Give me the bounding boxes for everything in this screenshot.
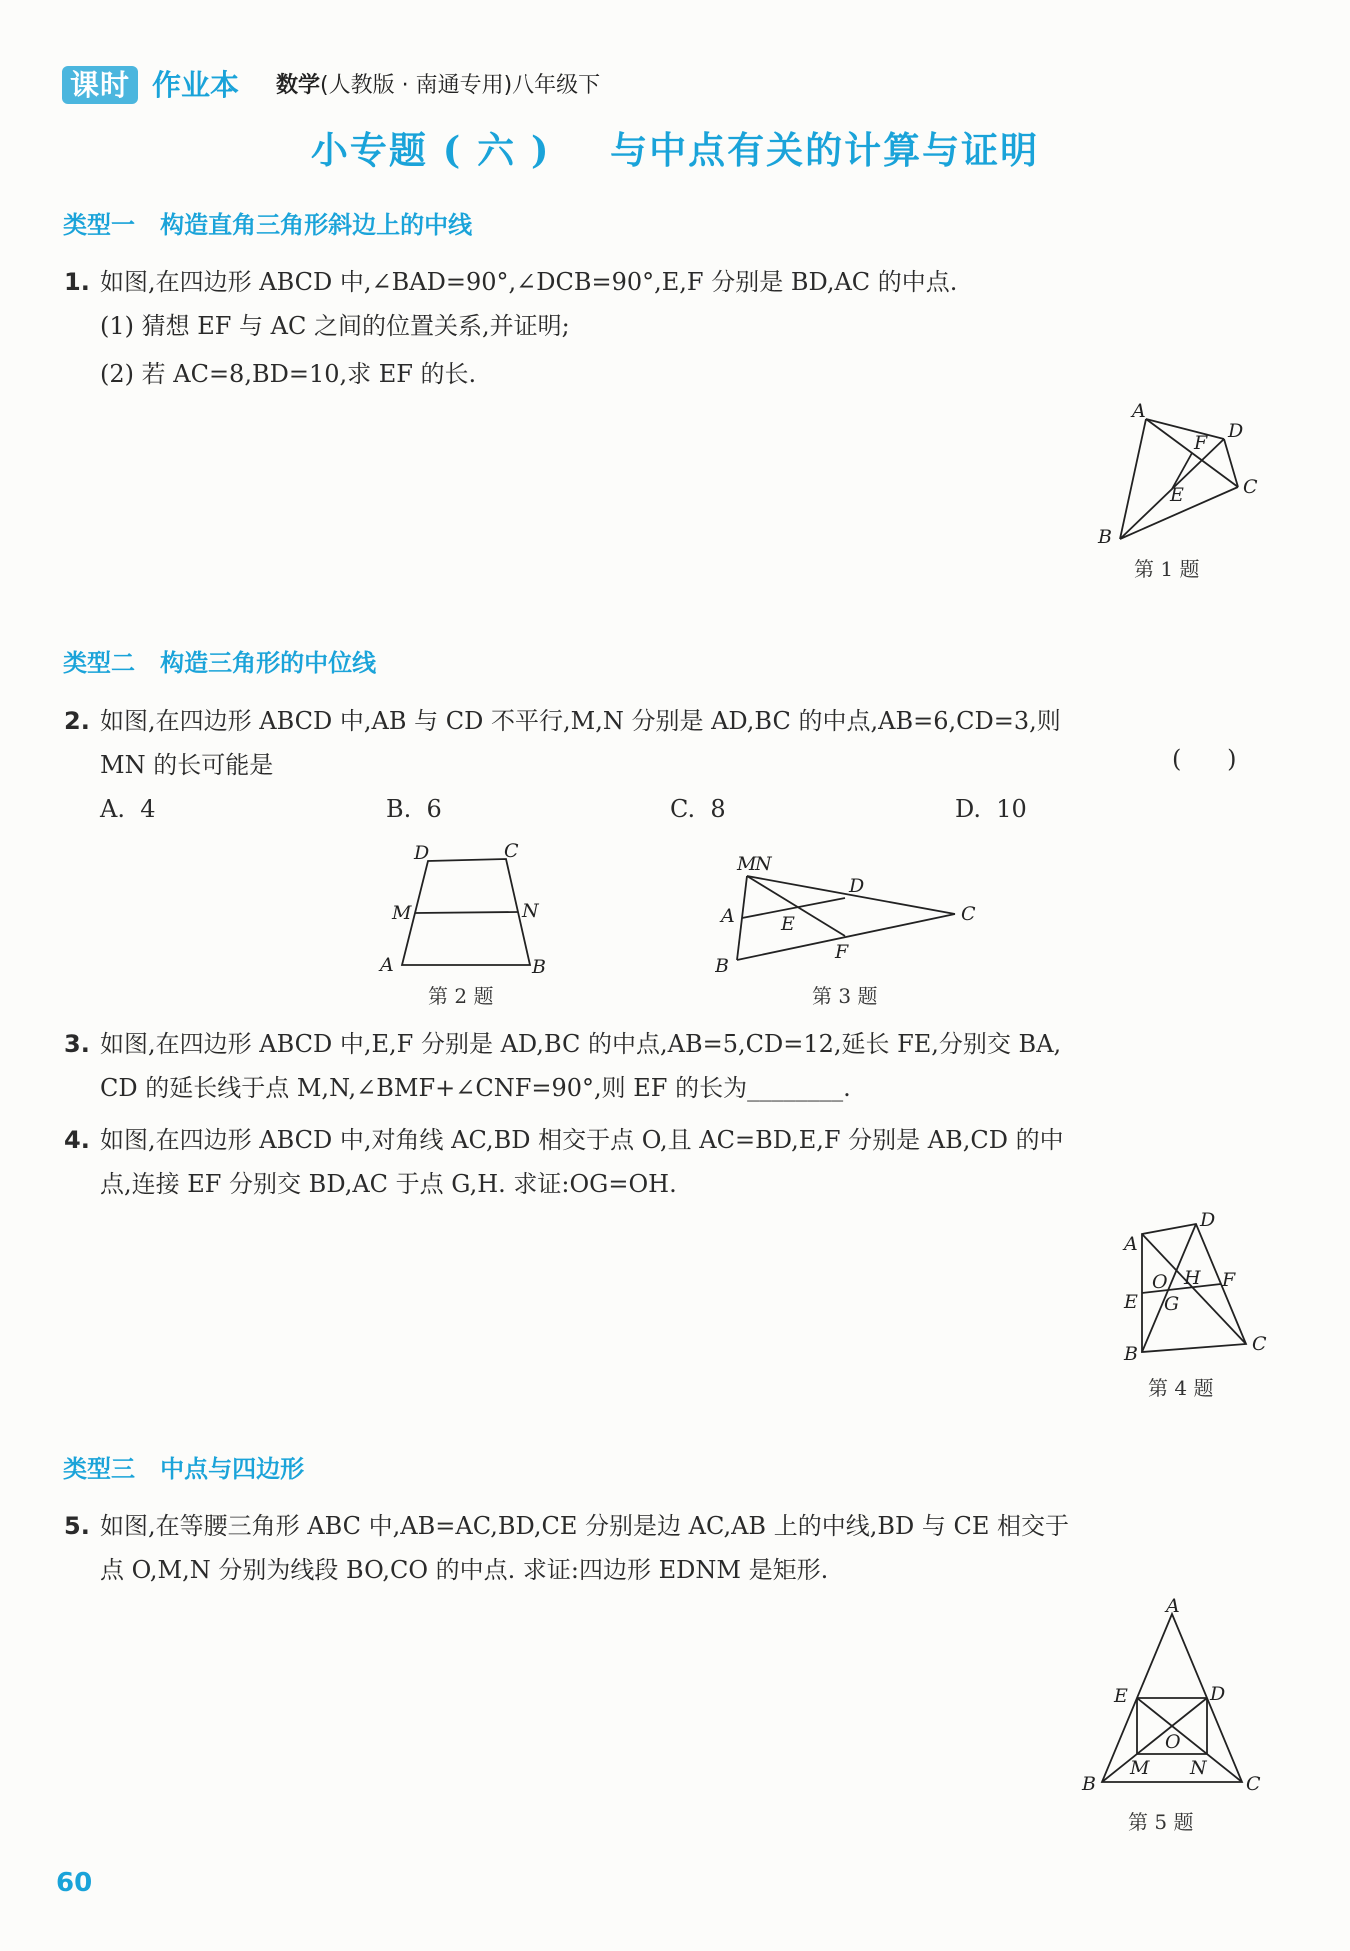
q3-label-d: D — [849, 875, 865, 897]
q2-label-n: N — [522, 900, 539, 922]
q2-caption: 第 2 题 — [428, 984, 494, 1008]
q5-label-n: N — [1190, 1757, 1207, 1779]
q1-label-f: F — [1194, 432, 1208, 454]
q5-stem-text1: 如图,在等腰三角形 ABC 中,AB=AC,BD,CE 分别是边 AC,AB 上的中线,BD 与 CE 相交于 — [100, 1512, 1069, 1540]
q2-label-b: B — [532, 956, 546, 978]
q5-label-o: O — [1165, 1731, 1181, 1753]
q3-figure — [715, 850, 985, 980]
q4-label-h: H — [1184, 1267, 1201, 1289]
q5-label-c: C — [1246, 1773, 1261, 1795]
q4-label-o: O — [1152, 1271, 1168, 1293]
q2-label-a: A — [380, 954, 394, 976]
q3-stem-line1 — [64, 1020, 1061, 1068]
q5-label-d: D — [1210, 1683, 1226, 1705]
q4-label-d: D — [1200, 1210, 1216, 1231]
subject-detail: (人教版 · 南通专用)八年级下 — [320, 73, 601, 98]
q5-label-a: A — [1166, 1596, 1180, 1617]
q1-stem — [64, 258, 957, 306]
page-number: 60 — [56, 1868, 93, 1898]
subject-line — [276, 70, 600, 102]
q3-stem-line2: CD 的延长线于点 M,N,∠BMF+∠CNF=90°,则 EF 的长为________. — [100, 1074, 851, 1102]
q2-choice-c: C. 8 — [670, 795, 726, 823]
q2-choice-d: D. 10 — [955, 795, 1027, 823]
q4-label-c: C — [1252, 1333, 1267, 1355]
q3-label-a: A — [721, 905, 735, 927]
q3-label-n: N — [755, 853, 772, 875]
q5-number: 5. — [64, 1512, 90, 1540]
q2-choice-a: A. 4 — [100, 795, 156, 823]
q1-label-b: B — [1098, 526, 1112, 548]
q3-label-c: C — [961, 903, 976, 925]
page-title: 小专题 ( 六 ) 与中点有关的计算与证明 — [310, 128, 1040, 172]
q5-figure — [1080, 1596, 1270, 1796]
q3-label-e: E — [781, 913, 795, 935]
q5-stem-line2: 点 O,M,N 分别为线段 BO,CO 的中点. 求证:四边形 EDNM 是矩形. — [100, 1556, 829, 1584]
q1-caption: 第 1 题 — [1134, 557, 1200, 581]
q2-label-m: M — [392, 902, 412, 924]
section-type1-heading: 类型一 构造直角三角形斜边上的中线 — [63, 211, 473, 239]
q5-label-e: E — [1114, 1685, 1128, 1707]
q2-stem-text1: 如图,在四边形 ABCD 中,AB 与 CD 不平行,M,N 分别是 AD,BC 的中点,AB=6,CD=3,则 — [100, 707, 1061, 735]
q3-label-f: F — [835, 941, 849, 963]
q1-seg-ad — [1146, 419, 1224, 439]
q5-caption: 第 5 题 — [1128, 1810, 1194, 1834]
q3-label-m: M — [737, 853, 757, 875]
q2-stem-line2: MN 的长可能是 — [100, 751, 274, 779]
q1-seg-dc — [1224, 439, 1238, 487]
q2-number: 2. — [64, 707, 90, 735]
section-type3-heading: 类型三 中点与四边形 — [63, 1455, 305, 1483]
q4-number: 4. — [64, 1126, 90, 1154]
q3-label-b: B — [715, 955, 729, 977]
q1-label-a: A — [1132, 400, 1146, 422]
q2-label-c: C — [504, 840, 519, 862]
q4-stem-line1 — [64, 1116, 1064, 1164]
q2-label-d: D — [414, 842, 430, 864]
q4-caption: 第 4 题 — [1148, 1376, 1214, 1400]
q5-label-m: M — [1130, 1757, 1150, 1779]
q4-stem-line2: 点,连接 EF 分别交 BD,AC 于点 G,H. 求证:OG=OH. — [100, 1170, 677, 1198]
q1-part2: (2) 若 AC=8,BD=10,求 EF 的长. — [100, 360, 477, 388]
q1-stem-text: 如图,在四边形 ABCD 中,∠BAD=90°,∠DCB=90°,E,F 分别是 BD,AC 的中点. — [100, 268, 958, 296]
q2-seg-mn — [415, 912, 518, 913]
q3-number: 3. — [64, 1030, 90, 1058]
q4-figure — [1110, 1210, 1270, 1370]
series-name: 作业本 — [152, 68, 240, 102]
q2-stem-line1 — [64, 697, 1061, 745]
q1-label-d: D — [1228, 420, 1244, 442]
q4-label-e: E — [1124, 1291, 1138, 1313]
q5-stem-line1 — [64, 1502, 1069, 1550]
q2-choice-b: B. 6 — [386, 795, 442, 823]
q1-figure — [1090, 395, 1280, 555]
q1-part1: (1) 猜想 EF 与 AC 之间的位置关系,并证明; — [100, 312, 570, 340]
q2-answer-bracket: ( ) — [1172, 745, 1237, 773]
q4-stem-text1: 如图,在四边形 ABCD 中,对角线 AC,BD 相交于点 O,且 AC=BD,E,F 分别是 AB,CD 的中 — [100, 1126, 1064, 1154]
subject-name: 数学 — [276, 73, 321, 98]
section-type2-heading: 类型二 构造三角形的中位线 — [63, 649, 377, 677]
q4-label-b: B — [1124, 1343, 1138, 1365]
q1-seg-ba — [1120, 419, 1146, 539]
q4-label-f: F — [1222, 1269, 1236, 1291]
q2-figure — [370, 835, 570, 985]
q3-stem-text1: 如图,在四边形 ABCD 中,E,F 分别是 AD,BC 的中点,AB=5,CD=12,延长 FE,分别交 BA, — [100, 1030, 1062, 1058]
q1-label-e: E — [1170, 484, 1184, 506]
q1-label-c: C — [1243, 476, 1258, 498]
q1-number: 1. — [64, 268, 90, 296]
series-logo-badge: 课时 — [62, 66, 138, 104]
q5-label-b: B — [1082, 1773, 1096, 1795]
q4-label-g: G — [1164, 1293, 1180, 1315]
q4-label-a: A — [1124, 1233, 1138, 1255]
q3-caption: 第 3 题 — [812, 984, 878, 1008]
